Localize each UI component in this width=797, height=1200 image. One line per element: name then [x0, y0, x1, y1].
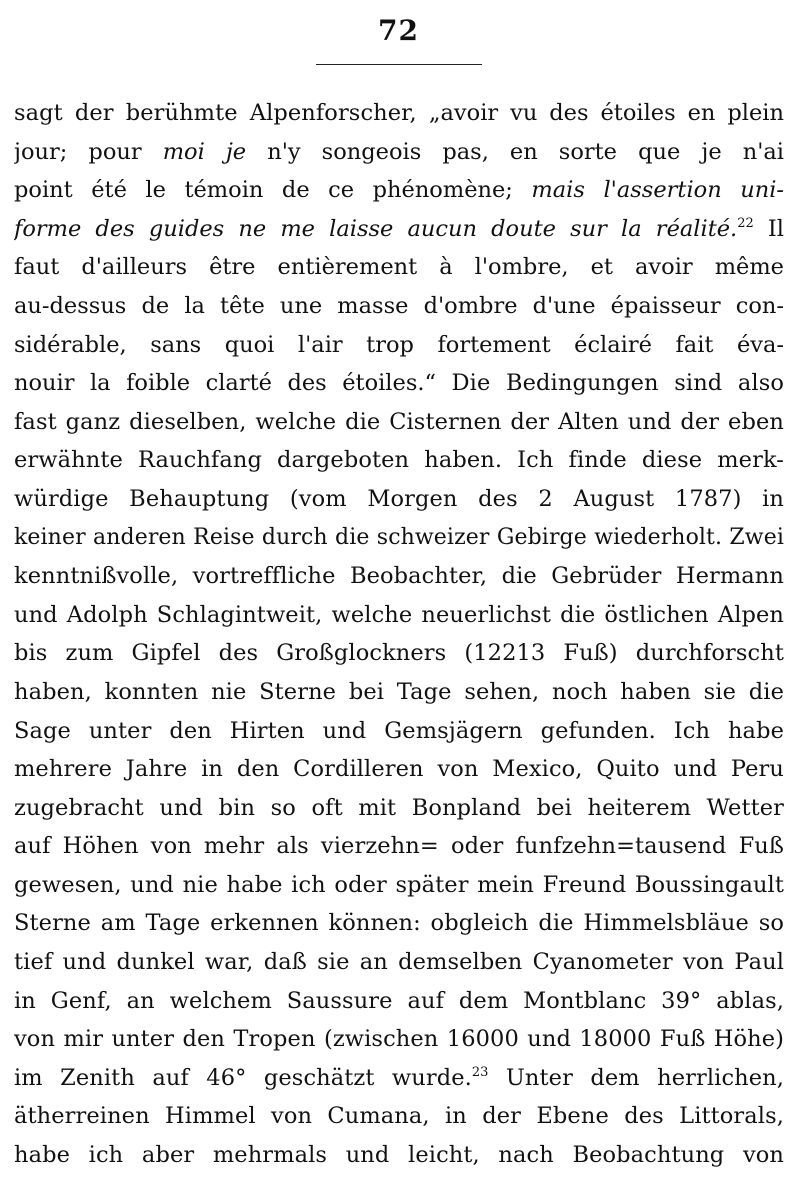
text-segment: Sage unter den Hirten und Gemsjägern gefunden. Ich habe: [14, 717, 784, 744]
text-line: [14, 789, 784, 828]
text-line: [14, 866, 784, 905]
text-segment: au-dessus de la tête une masse d'ombre d'une épaisseur con-: [14, 292, 784, 319]
text-segment: bis zum Gipfel des Großglockners (12213 Fuß) durchforscht: [14, 640, 784, 667]
text-line: [14, 1097, 784, 1136]
text-line: [14, 827, 784, 866]
text-segment: Die Bedingungen sind also: [451, 370, 784, 397]
text-line: [14, 557, 784, 596]
text-segment: ätherreinen Himmel von Cumana, in der Ebene des Littorals,: [14, 1103, 784, 1130]
text-segment: „avoir vu des étoiles en plein: [428, 100, 784, 126]
text-segment: point été le témoin de ce phénomène;: [14, 177, 532, 204]
text-line: [14, 133, 784, 172]
footnote-marker: 22: [737, 215, 754, 231]
text-segment: jour; pour: [14, 138, 163, 165]
text-line: [14, 1020, 784, 1059]
body-text: [14, 94, 784, 1175]
text-segment: in Genf, an welchem Saussure auf dem Montblanc 39° ablas,: [14, 987, 784, 1014]
text-line: [14, 982, 784, 1021]
text-segment: erwähnte Rauchfang dargeboten haben. Ich finde diese merk-: [14, 447, 784, 474]
text-line: [14, 326, 784, 365]
text-line: [14, 519, 784, 558]
text-line: [14, 364, 784, 403]
text-segment: im Zenith auf 46° geschätzt wurde.: [14, 1064, 472, 1091]
text-segment: fast ganz dieselben, welche die Cisternen der Alten und der eben: [14, 408, 784, 435]
text-line: [14, 403, 784, 442]
text-line: [14, 596, 784, 635]
text-segment: mehrere Jahre in den Cordilleren von Mexico, Quito und Peru: [14, 756, 784, 783]
text-segment: haben, konnten nie Sterne bei Tage sehen, noch haben sie die: [14, 678, 784, 705]
text-line: [14, 480, 784, 519]
text-line: [14, 248, 784, 287]
text-segment: Il: [753, 215, 784, 242]
text-segment: sidérable, sans quoi l'air trop fortement éclairé fait éva-: [14, 331, 784, 358]
page-number: 72: [378, 14, 419, 47]
text-line: [14, 441, 784, 480]
text-segment: faut d'ailleurs être entièrement à l'ombre, et avoir même: [14, 254, 784, 281]
text-segment: n'y songeois pas, en sorte que je n'ai: [246, 138, 784, 165]
text-segment: nouir la foible clarté des étoiles.“: [14, 370, 452, 397]
text-line: [14, 287, 784, 326]
text-line: [14, 1059, 784, 1098]
text-line: [14, 171, 784, 210]
text-line: [14, 750, 784, 789]
footnote-marker: 23: [471, 1064, 489, 1080]
italic-text-segment: forme des guides ne me laisse aucun doute sur la réalité.: [14, 215, 738, 242]
text-segment: keiner anderen Reise durch die schweizer Gebirge wiederholt. Zwei: [14, 524, 784, 550]
text-segment: Unter dem herrlichen,: [488, 1064, 784, 1091]
text-line: [14, 210, 784, 249]
text-segment: würdige Behauptung (vom Morgen des 2 August 1787) in: [14, 485, 784, 512]
text-segment: sagt der berühmte Alpenforscher,: [14, 100, 429, 126]
text-segment: habe ich aber mehrmals und leicht, nach Beobachtung von: [14, 1142, 784, 1169]
text-segment: kenntnißvolle, vortreffliche Beobachter, die Gebrüder Hermann: [14, 563, 784, 590]
text-segment: Sterne am Tage erkennen können: obgleich die Himmelsbläue so: [14, 910, 784, 937]
text-line: [14, 943, 784, 982]
italic-text-segment: mais l'assertion uni-: [531, 177, 784, 204]
header-rule: [316, 64, 482, 65]
text-line: [14, 712, 784, 751]
italic-text-segment: moi je: [162, 138, 247, 165]
text-segment: gewesen, und nie habe ich oder später mein Freund Boussingault: [14, 871, 784, 898]
text-segment: von mir unter den Tropen (zwischen 16000 und 18000 Fuß Höhe): [14, 1026, 784, 1053]
text-line: [14, 1136, 784, 1175]
text-line: [14, 634, 784, 673]
text-segment: zugebracht und bin so oft mit Bonpland bei heiterem Wetter: [14, 794, 784, 821]
text-line: [14, 94, 784, 133]
text-line: [14, 673, 784, 712]
text-segment: tief und dunkel war, daß sie an demselben Cyanometer von Paul: [14, 949, 784, 976]
text-segment: auf Höhen von mehr als vierzehn= oder funfzehn=tausend Fuß: [14, 833, 784, 860]
text-segment: und Adolph Schlagintweit, welche neuerlichst die östlichen Alpen: [14, 601, 784, 628]
text-line: [14, 904, 784, 943]
